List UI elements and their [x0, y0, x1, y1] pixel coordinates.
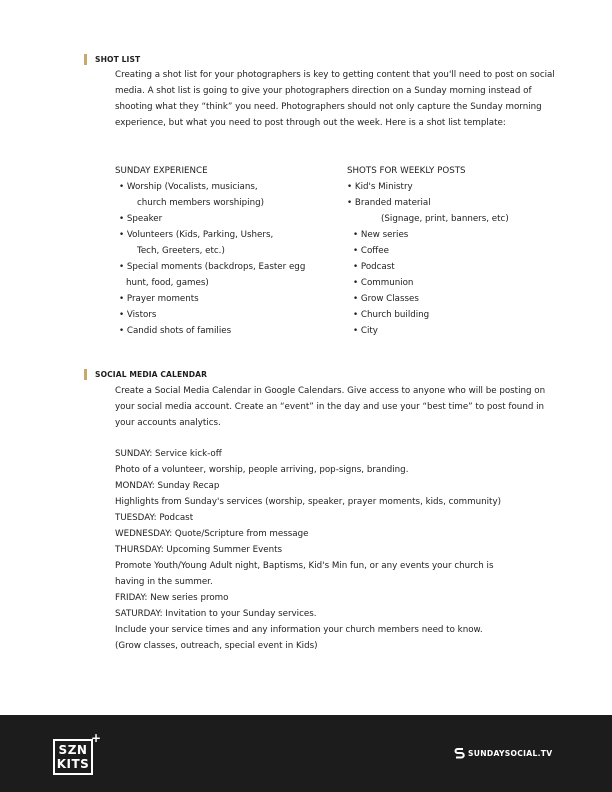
brand-url: SUNDAYSOCIAL.TV [468, 749, 553, 758]
footer [0, 715, 612, 792]
weekly-posts-column [347, 163, 509, 339]
list-item-continuation: Tech, Greeters, etc.) [137, 246, 225, 256]
list-item: • Speaker [119, 214, 163, 224]
list-item: • Prayer moments [119, 294, 199, 304]
calendar-line: THURSDAY: Upcoming Summer Events [115, 545, 283, 555]
list-item: • Volunteers (Kids, Parking, Ushers, [119, 230, 274, 240]
list-item: • Candid shots of families [119, 326, 232, 336]
shot-list-paragraph: Creating a shot list for your photographers is key to getting content that you'll need to post on social media. A shot list is going to give your photographers direction on a Sunday morning instead of shooting what they “think” you need. Photographers should not only capture the Sunday morning experience, but what you need to post through out the week. Here is a shot list template: [115, 70, 555, 128]
list-item-continuation: church members worshiping) [137, 198, 264, 208]
list-item: • Special moments (backdrops, Easter egg [119, 262, 306, 272]
szn-kits-logo-box [53, 739, 93, 775]
list-item: • Podcast [353, 262, 395, 272]
calendar-line: TUESDAY: Podcast [115, 513, 194, 523]
list-item: • Branded material [347, 198, 431, 208]
list-item-continuation: hunt, food, games) [126, 278, 209, 288]
sunday-experience-column [115, 163, 305, 339]
calendar-heading [84, 368, 207, 380]
logo-line-2: KITS [56, 757, 90, 771]
plus-icon: + [91, 731, 102, 745]
s-logo-icon [454, 747, 465, 760]
calendar-schedule [115, 446, 501, 654]
list-item: • Kid's Ministry [347, 182, 413, 192]
calendar-line: Photo of a volunteer, worship, people arriving, pop-signs, branding. [115, 465, 409, 475]
weekly-posts-title: SHOTS FOR WEEKLY POSTS [347, 166, 466, 176]
calendar-line: SATURDAY: Invitation to your Sunday services. [115, 609, 317, 619]
list-item: • Church building [353, 310, 430, 320]
szn-kits-logo [53, 731, 102, 775]
calendar-line: Highlights from Sunday's services (worship, speaker, prayer moments, kids, community) [115, 497, 501, 507]
list-item: • New series [353, 230, 409, 240]
calendar-line: WEDNESDAY: Quote/Scripture from message [115, 529, 309, 539]
shot-list-heading-text: SHOT LIST [95, 54, 141, 64]
calendar-line: FRIDAY: New series promo [115, 593, 229, 603]
calendar-line: Include your service times and any information your church members need to know. [115, 625, 483, 635]
calendar-heading-text: SOCIAL MEDIA CALENDAR [95, 369, 208, 379]
accent-bar [84, 54, 87, 65]
list-item: • City [353, 326, 378, 336]
calendar-line: having in the summer. [115, 577, 213, 587]
list-item: • Coffee [353, 246, 389, 256]
logo-line-1: SZN [58, 743, 88, 757]
calendar-line: (Grow classes, outreach, special event in Kids) [115, 641, 318, 651]
list-item: • Communion [353, 278, 414, 288]
list-item: • Grow Classes [353, 294, 419, 304]
calendar-line: SUNDAY: Service kick-off [115, 449, 222, 459]
list-item: • Vistors [119, 310, 157, 320]
sunday-experience-title: SUNDAY EXPERIENCE [115, 166, 208, 176]
calendar-line: MONDAY: Sunday Recap [115, 481, 220, 491]
list-item: • Worship (Vocalists, musicians, [119, 182, 258, 192]
calendar-line: Promote Youth/Young Adult night, Baptisms, Kid's Min fun, or any events your church is [115, 561, 494, 571]
accent-bar [84, 369, 87, 380]
list-item-continuation: (Signage, print, banners, etc) [381, 214, 509, 224]
sunday-social-brand [454, 747, 552, 760]
shot-list-heading [84, 53, 140, 65]
calendar-paragraph: Create a Social Media Calendar in Google Calendars. Give access to anyone who will be posting on your social media account. Create an “event” in the day and use your “best time” to post found in your accounts analytics. [115, 386, 546, 428]
